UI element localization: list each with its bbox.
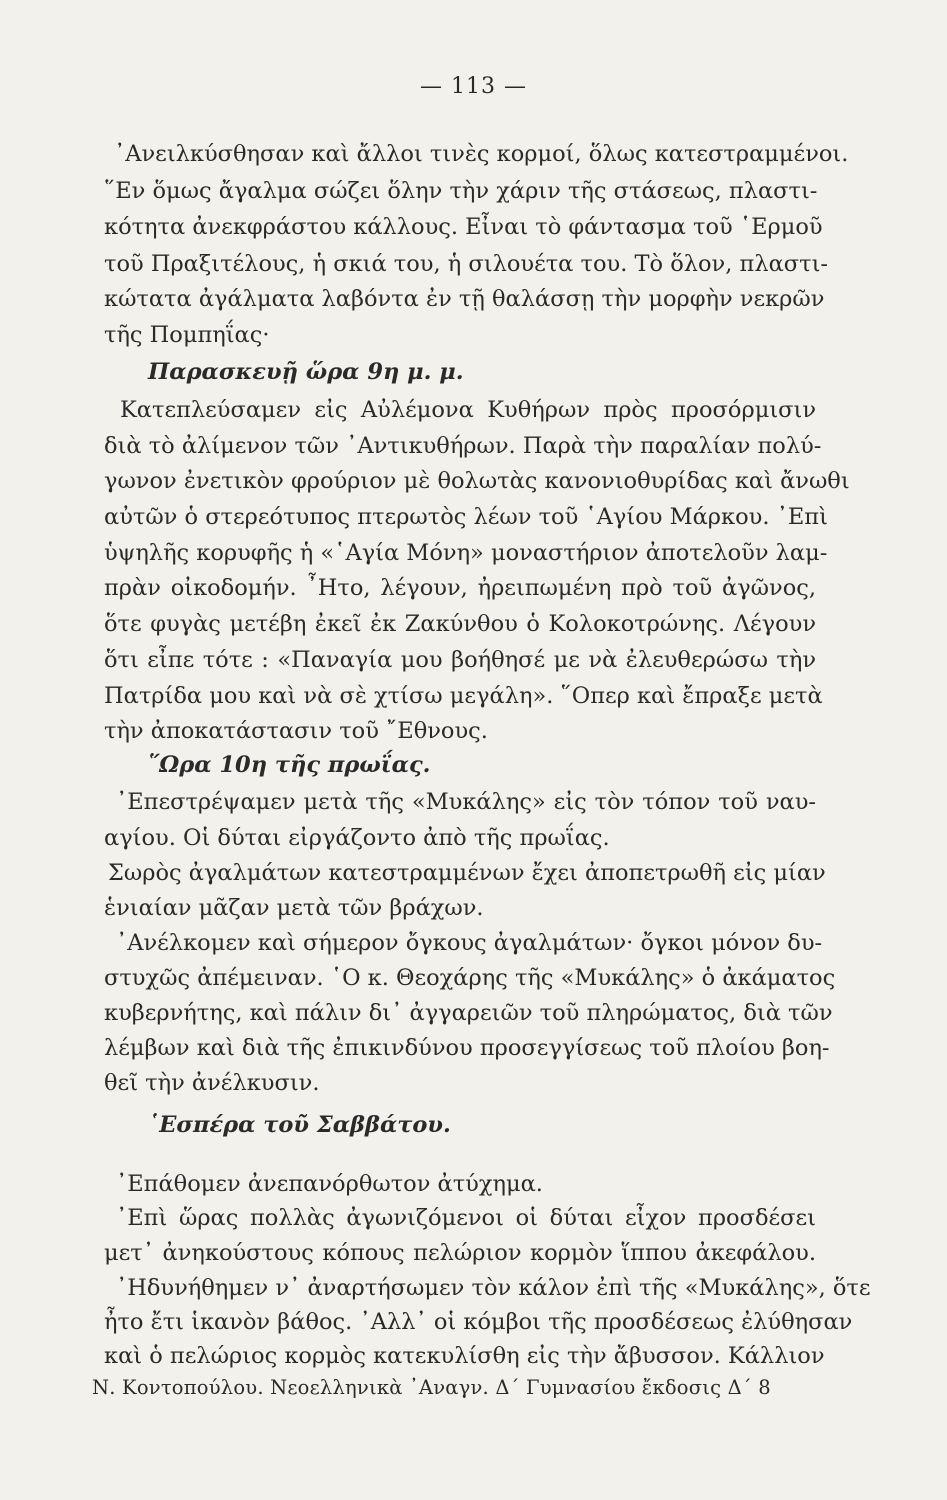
text-line: αγίου. Οἱ δύται εἰργάζοντο ἀπὸ τῆς πρωΐας. bbox=[104, 825, 610, 851]
text-line: ἦτο ἔτι ἱκανὸν βάθος. ᾿Αλλ᾿ οἱ κόμβοι τῆς προσδέσεως ἐλύθησαν bbox=[104, 1309, 853, 1335]
text-line: ᾿Ηδυνήθημεν ν᾿ ἀναρτήσωμεν τὸν κάλον ἐπὶ τῆς «Μυκάλης», ὅτε bbox=[116, 1275, 871, 1301]
section-heading: ῞Ωρα 10η τῆς πρωΐας. bbox=[148, 752, 431, 778]
text-line: γωνον ἐνετικὸν φρούριον μὲ θολωτὰς κανονιοθυρίδας καὶ ἄνωθι bbox=[104, 468, 850, 494]
text-line: ᾿Επάθομεν ἀνεπανόρθωτον ἀτύχημα. bbox=[116, 1171, 543, 1197]
text-line: ὅτε φυγὰς μετέβη ἐκεῖ ἐκ Ζακύνθου ὁ Κολοκοτρώνης. Λέγουν bbox=[104, 611, 816, 637]
text-line: τῆς Πομπηΐας· bbox=[104, 322, 270, 348]
text-line: καὶ ὁ πελώριος κορμὸς κατεκυλίσθη εἰς τὴν ἄβυσσον. Κάλλιον bbox=[104, 1343, 825, 1369]
page-number: — 113 — bbox=[420, 74, 527, 99]
text-line: Κατεπλεύσαμεν εἰς Αὐλέμονα Κυθήρων πρὸς προσόρμισιν bbox=[120, 397, 816, 423]
text-line: Πατρίδα μου καὶ νὰ σὲ χτίσω μεγάλη». ῞Οπερ καὶ ἔπραξε μετὰ bbox=[104, 683, 823, 709]
section-heading: Παρασκευῇ ὥρα 9η μ. μ. bbox=[148, 359, 464, 385]
text-line: στυχῶς ἀπέμειναν. ῾Ο κ. Θεοχάρης τῆς «Μυκάλης» ὁ ἀκάματος bbox=[104, 965, 836, 991]
section-heading: ῾Εσπέρα τοῦ Σαββάτου. bbox=[148, 1112, 451, 1138]
text-line: ᾿Ανέλκομεν καὶ σήμερον ὄγκους ἀγαλμάτων· ὄγκοι μόνον δυ- bbox=[116, 930, 823, 956]
text-line: λέμβων καὶ διὰ τῆς ἐπικινδύνου προσεγγίσεως τοῦ πλοίου βοη- bbox=[104, 1035, 830, 1061]
text-line: ᾿Ανειλκύσθησαν καὶ ἄλλοι τινὲς κορμοί, ὅλως κατεστραμμένοι. bbox=[114, 141, 849, 167]
text-line: αὐτῶν ὁ στερεότυπος πτερωτὸς λέων τοῦ ῾Αγίου Μάρκου. ᾿Επὶ bbox=[104, 504, 828, 530]
text-line: κότητα ἀνεκφράστου κάλλους. Εἶναι τὸ φάντασμα τοῦ ῾Ερμοῦ bbox=[104, 214, 823, 240]
text-line: ὅτι εἶπε τότε : «Παναγία μου βοήθησέ με νὰ ἐλευθερώσω τὴν bbox=[104, 647, 816, 673]
text-line: μετ᾿ ἀνηκούστους κόπους πελώριον κορμὸν ἵππου ἀκεφάλου. bbox=[104, 1240, 816, 1266]
text-line: Σωρὸς ἀγαλμάτων κατεστραμμένων ἔχει ἀποπετρωθῆ εἰς μίαν bbox=[108, 860, 826, 886]
text-line: ᾿Επὶ ὥρας πολλὰς ἀγωνιζόμενοι οἱ δύται εἶχον προσδέσει bbox=[116, 1205, 816, 1231]
page-footer: Ν. Κοντοπούλου. Νεοελληνικὰ ᾿Αναγν. Δ΄ Γυμνασίου ἔκδοσις Δ΄ 8 bbox=[92, 1376, 771, 1399]
text-line: τὴν ἀποκατάστασιν τοῦ ῎Εθνους. bbox=[104, 718, 488, 744]
text-line: κώτατα ἀγάλματα λαβόντα ἐν τῇ θαλάσσῃ τὴν μορφὴν νεκρῶν bbox=[104, 286, 825, 312]
text-line: διὰ τὸ ἀλίμενον τῶν ᾿Αντικυθήρων. Παρὰ τὴν παραλίαν πολύ- bbox=[104, 433, 822, 459]
text-line: ᾿Επεστρέψαμεν μετὰ τῆς «Μυκάλης» εἰς τὸν τόπον τοῦ ναυ- bbox=[116, 789, 816, 815]
text-line: πρὰν οἰκοδομήν. ῏Ητο, λέγουν, ἠρειπωμένη πρὸ τοῦ ἀγῶνος, bbox=[104, 575, 816, 601]
text-line: ἑνιαίαν μᾶζαν μετὰ τῶν βράχων. bbox=[104, 895, 484, 921]
text-line: θεῖ τὴν ἀνέλκυσιν. bbox=[104, 1070, 320, 1096]
text-line: κυβερνήτης, καὶ πάλιν δι᾿ ἀγγαρειῶν τοῦ πληρώματος, διὰ τῶν bbox=[104, 1000, 833, 1026]
text-line: τοῦ Πραξιτέλους, ἡ σκιά του, ἡ σιλουέτα του. Τὸ ὅλον, πλαστι- bbox=[104, 251, 829, 277]
text-line: ὑψηλῆς κορυφῆς ἡ «῾Αγία Μόνη» μοναστήριον ἀποτελοῦν λαμ- bbox=[104, 540, 828, 566]
text-line: ῞Εν ὅμως ἄγαλμα σώζει ὅλην τὴν χάριν τῆς στάσεως, πλαστι- bbox=[104, 178, 818, 204]
